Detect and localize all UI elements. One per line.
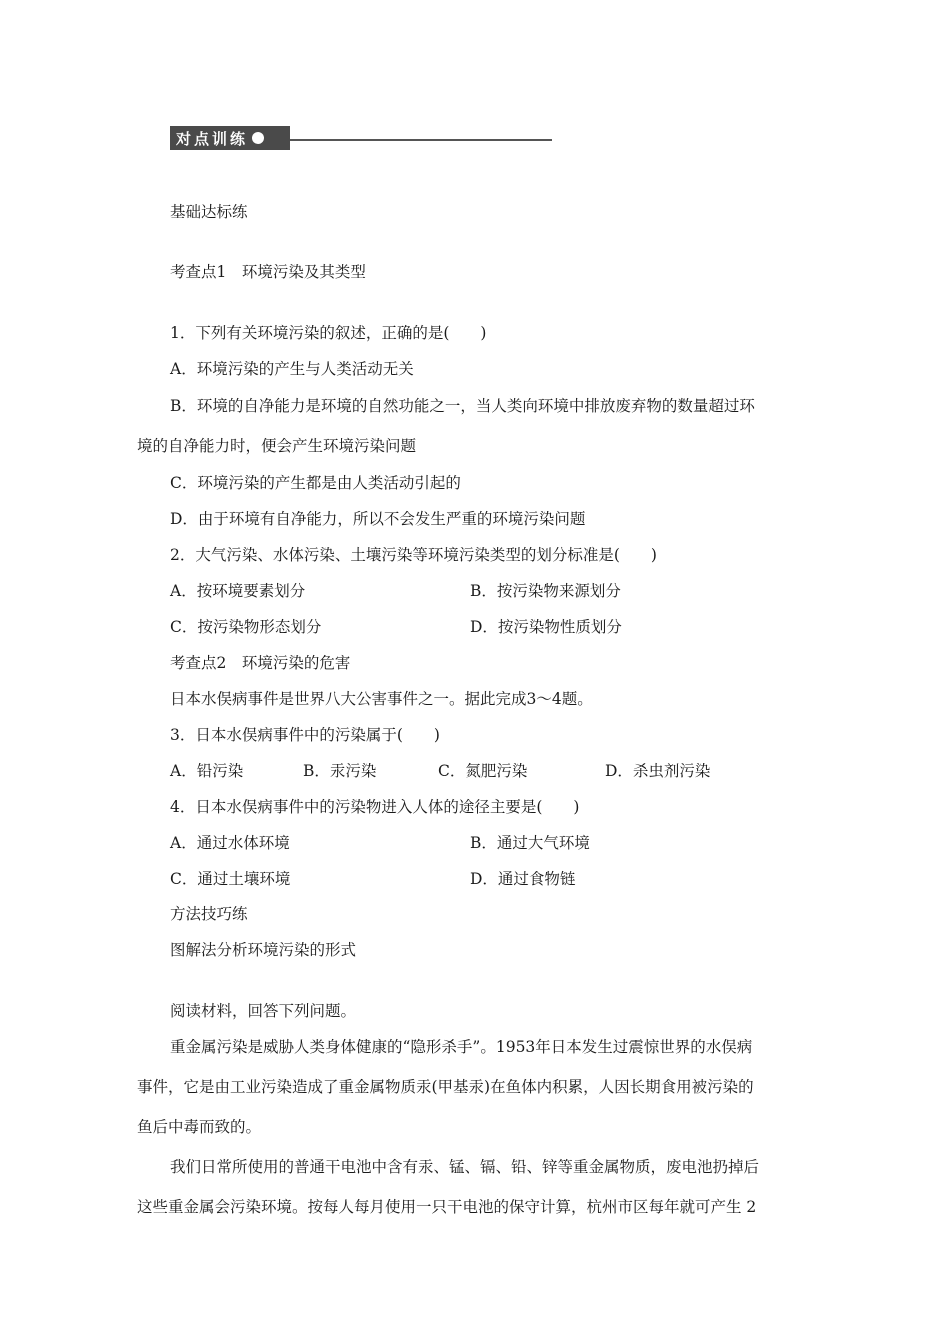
- bullet-dot-icon: [252, 132, 264, 144]
- banner-label-box: [170, 126, 290, 150]
- reading-prompt: 阅读材料，回答下列问题。: [170, 1002, 357, 1020]
- reading-paragraph-1-line-3: 鱼后中毒而致的。: [137, 1118, 262, 1136]
- q2-option-c: C．按污染物形态划分: [170, 618, 322, 636]
- q2-option-a: A．按环境要素划分: [170, 582, 306, 600]
- q1-option-a: A．环境污染的产生与人类活动无关: [170, 360, 414, 378]
- reading-paragraph-1: 重金属污染是威胁人类身体健康的“隐形杀手”。1953年日本发生过震惊世界的水俣病: [170, 1038, 753, 1056]
- q2-stem: 2．大气污染、水体污染、土壤污染等环境污染类型的划分标准是( ): [170, 546, 657, 564]
- reading-paragraph-2: 我们日常所使用的普通干电池中含有汞、锰、镉、铅、锌等重金属物质，废电池扔掉后: [170, 1158, 760, 1176]
- q3-option-b: B．汞污染: [303, 762, 377, 780]
- q1-option-c: C．环境污染的产生都是由人类活动引起的: [170, 474, 461, 492]
- q2-option-b: B．按污染物来源划分: [470, 582, 621, 600]
- reading-paragraph-1-line-2: 事件，它是由工业污染造成了重金属物质汞(甲基汞)在鱼体内积累，人因长期食用被污染的: [137, 1078, 754, 1096]
- q2-option-d: D．按污染物性质划分: [470, 618, 622, 636]
- reading-paragraph-2-line-2: 这些重金属会污染环境。按每人每月使用一只干电池的保守计算，杭州市区每年就可产生 2: [137, 1198, 757, 1216]
- heading-basic: 基础达标练: [170, 203, 248, 221]
- q1-stem: 1．下列有关环境污染的叙述，正确的是( ): [170, 324, 487, 342]
- intro-q3-q4: 日本水俣病事件是世界八大公害事件之一。据此完成3～4题。: [170, 690, 593, 708]
- heading-point2: 考查点2 环境污染的危害: [170, 654, 351, 672]
- heading-graphic: 图解法分析环境污染的形式: [170, 941, 357, 959]
- q1-option-d: D．由于环境有自净能力，所以不会发生严重的环境污染问题: [170, 510, 586, 528]
- q1-option-b: B．环境的自净能力是环境的自然功能之一，当人类向环境中排放废弃物的数量超过环: [170, 397, 755, 415]
- heading-method: 方法技巧练: [170, 905, 248, 923]
- section-banner: [170, 126, 552, 152]
- q4-option-b: B．通过大气环境: [470, 834, 590, 852]
- q3-stem: 3．日本水俣病事件中的污染属于( ): [170, 726, 440, 744]
- banner-label: 对点训练: [176, 129, 249, 148]
- q1-option-b-cont: 境的自净能力时，便会产生环境污染问题: [137, 437, 417, 455]
- q3-option-a: A．铅污染: [170, 762, 244, 780]
- q4-option-c: C．通过土壤环境: [170, 870, 291, 888]
- q4-option-a: A．通过水体环境: [170, 834, 290, 852]
- heading-point1: 考查点1 环境污染及其类型: [170, 263, 366, 281]
- q4-stem: 4．日本水俣病事件中的污染物进入人体的途径主要是( ): [170, 798, 580, 816]
- q3-option-c: C．氮肥污染: [438, 762, 528, 780]
- q3-option-d: D．杀虫剂污染: [605, 762, 711, 780]
- banner-rule: [290, 139, 552, 141]
- q4-option-d: D．通过食物链: [470, 870, 576, 888]
